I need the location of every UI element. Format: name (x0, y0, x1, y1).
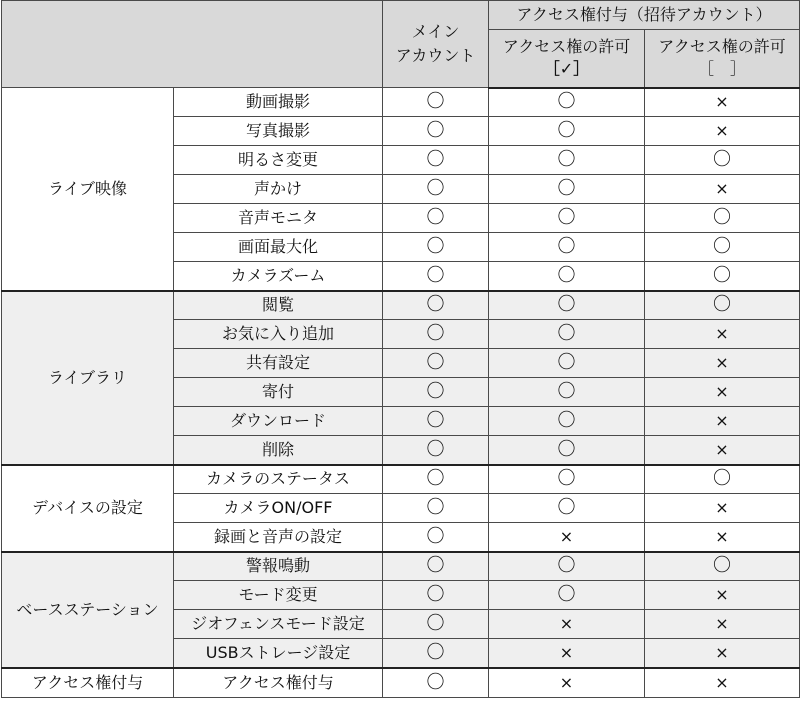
feature-cell: ダウンロード (174, 407, 383, 436)
permit-on-cell: 〇 (489, 378, 645, 407)
main-account-cell: 〇 (383, 349, 489, 378)
feature-cell: 動画撮影 (174, 88, 383, 117)
permit-on-cell: 〇 (489, 117, 645, 146)
feature-cell: アクセス権付与 (174, 668, 383, 698)
feature-cell: カメラズーム (174, 262, 383, 291)
main-account-cell: 〇 (383, 668, 489, 698)
header-main-account (383, 1, 489, 88)
main-account-cell: 〇 (383, 494, 489, 523)
feature-cell: モード変更 (174, 581, 383, 610)
main-account-cell: 〇 (383, 262, 489, 291)
permit-off-cell: × (645, 88, 800, 117)
feature-cell: 警報鳴動 (174, 552, 383, 581)
permit-on-cell: 〇 (489, 175, 645, 204)
feature-cell: 画面最大化 (174, 233, 383, 262)
permit-off-cell: × (645, 610, 800, 639)
permit-off-cell: × (645, 378, 800, 407)
category-cell: デバイスの設定 (2, 465, 174, 552)
main-account-cell: 〇 (383, 117, 489, 146)
main-account-cell: 〇 (383, 610, 489, 639)
category-cell: ライブ映像 (2, 88, 174, 291)
header-blank-cell (2, 1, 383, 88)
main-account-cell: 〇 (383, 233, 489, 262)
main-account-cell: 〇 (383, 378, 489, 407)
permit-on-cell: × (489, 639, 645, 668)
permit-on-cell: × (489, 610, 645, 639)
permit-off-cell: × (645, 349, 800, 378)
permit-off-cell: × (645, 117, 800, 146)
permit-on-cell: × (489, 668, 645, 698)
main-account-cell: 〇 (383, 175, 489, 204)
permit-off-cell: × (645, 320, 800, 349)
permit-off-cell: × (645, 175, 800, 204)
header-main-account-line2: アカウント (395, 46, 476, 65)
permit-on-cell: 〇 (489, 407, 645, 436)
feature-cell: 共有設定 (174, 349, 383, 378)
permit-on-cell: 〇 (489, 494, 645, 523)
header-permit-off-title: アクセス権の許可 (658, 37, 786, 57)
feature-cell: カメラのステータス (174, 465, 383, 494)
feature-cell: ジオフェンスモード設定 (174, 610, 383, 639)
header-permit-on-title: アクセス権の許可 (502, 37, 631, 57)
header-access-group: アクセス権付与（招待アカウント） (489, 1, 800, 30)
feature-cell: 寄付 (174, 378, 383, 407)
table-body (2, 88, 800, 698)
permit-off-cell: × (645, 494, 800, 523)
category-cell: ライブラリ (2, 291, 174, 465)
permit-off-cell: 〇 (645, 465, 800, 494)
permit-off-cell: 〇 (645, 552, 800, 581)
header-permit-on (489, 30, 645, 88)
permit-off-cell: × (645, 639, 800, 668)
permit-off-cell: × (645, 436, 800, 465)
permit-off-cell: 〇 (645, 291, 800, 320)
main-account-cell: 〇 (383, 291, 489, 320)
permit-on-cell: 〇 (489, 581, 645, 610)
main-account-cell: 〇 (383, 639, 489, 668)
table-row (2, 552, 800, 581)
permit-off-cell: 〇 (645, 146, 800, 175)
feature-cell: 音声モニタ (174, 204, 383, 233)
category-cell: アクセス権付与 (2, 668, 174, 698)
permit-off-cell: × (645, 668, 800, 698)
table-row (2, 88, 800, 117)
category-cell: ベースステーション (2, 552, 174, 668)
header-permit-on-checkbox: ［✓］ (543, 59, 590, 79)
feature-cell: 削除 (174, 436, 383, 465)
feature-cell: カメラON/OFF (174, 494, 383, 523)
main-account-cell: 〇 (383, 146, 489, 175)
feature-cell: お気に入り追加 (174, 320, 383, 349)
permit-on-cell: 〇 (489, 349, 645, 378)
header-permit-off-checkbox: ［ ］ (697, 59, 746, 79)
feature-cell: USBストレージ設定 (174, 639, 383, 668)
permit-on-cell: 〇 (489, 204, 645, 233)
main-account-cell: 〇 (383, 552, 489, 581)
main-account-cell: 〇 (383, 407, 489, 436)
feature-cell: 写真撮影 (174, 117, 383, 146)
table-row (2, 465, 800, 494)
permit-on-cell: 〇 (489, 262, 645, 291)
permit-off-cell: 〇 (645, 204, 800, 233)
table-row (2, 291, 800, 320)
table-row (2, 668, 800, 698)
permit-on-cell: 〇 (489, 552, 645, 581)
feature-cell: 録画と音声の設定 (174, 523, 383, 552)
permit-on-cell: 〇 (489, 465, 645, 494)
feature-cell: 閲覧 (174, 291, 383, 320)
permit-on-cell: × (489, 523, 645, 552)
main-account-cell: 〇 (383, 465, 489, 494)
header-permit-off (645, 30, 800, 88)
table-header (2, 1, 800, 88)
permit-on-cell: 〇 (489, 320, 645, 349)
permit-off-cell: × (645, 407, 800, 436)
permit-on-cell: 〇 (489, 146, 645, 175)
permit-on-cell: 〇 (489, 291, 645, 320)
permit-off-cell: × (645, 581, 800, 610)
main-account-cell: 〇 (383, 436, 489, 465)
permit-off-cell: 〇 (645, 262, 800, 291)
main-account-cell: 〇 (383, 88, 489, 117)
header-main-account-line1: メイン (411, 22, 460, 41)
permit-off-cell: 〇 (645, 233, 800, 262)
permit-off-cell: × (645, 523, 800, 552)
main-account-cell: 〇 (383, 523, 489, 552)
permit-on-cell: 〇 (489, 233, 645, 262)
feature-cell: 声かけ (174, 175, 383, 204)
feature-cell: 明るさ変更 (174, 146, 383, 175)
main-account-cell: 〇 (383, 581, 489, 610)
main-account-cell: 〇 (383, 320, 489, 349)
permissions-table (1, 0, 800, 698)
permit-on-cell: 〇 (489, 88, 645, 117)
main-account-cell: 〇 (383, 204, 489, 233)
permit-on-cell: 〇 (489, 436, 645, 465)
